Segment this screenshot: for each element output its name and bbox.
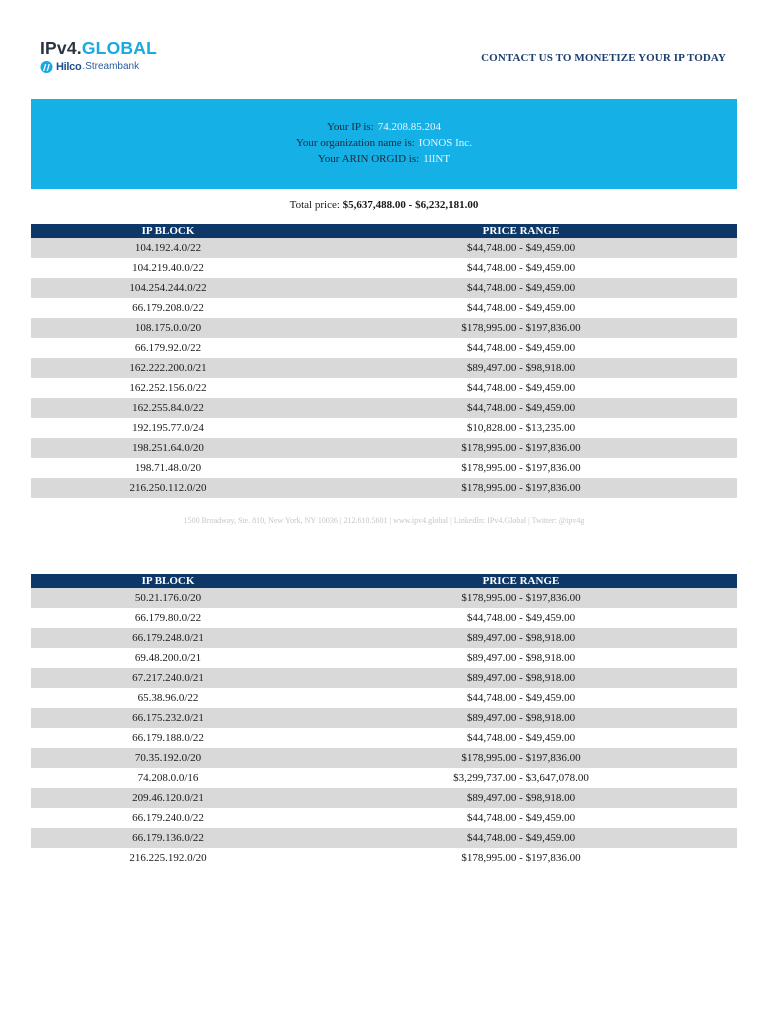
price-range-cell: $44,748.00 - $49,459.00 <box>305 608 737 628</box>
logo-hilco: Hilco <box>56 61 82 73</box>
table-row <box>31 588 737 608</box>
ip-block-cell: 162.252.156.0/22 <box>31 378 305 398</box>
ip-block-cell: 108.175.0.0/20 <box>31 318 305 338</box>
table-row <box>31 278 737 298</box>
ip-block-cell: 162.255.84.0/22 <box>31 398 305 418</box>
price-range-cell: $3,299,737.00 - $3,647,078.00 <box>305 768 737 788</box>
column-header-ip-block: IP BLOCK <box>31 574 305 588</box>
ip-block-cell: 69.48.200.0/21 <box>31 648 305 668</box>
hilco-mark-icon <box>40 61 53 73</box>
ip-block-cell: 66.179.240.0/22 <box>31 808 305 828</box>
table-row <box>31 418 737 438</box>
table-row <box>31 478 737 498</box>
price-range-cell: $178,995.00 - $197,836.00 <box>305 438 737 458</box>
table-row <box>31 668 737 688</box>
ip-line <box>31 119 737 135</box>
table-row <box>31 768 737 788</box>
ip-block-cell: 216.250.112.0/20 <box>31 478 305 498</box>
price-range-cell: $44,748.00 - $49,459.00 <box>305 338 737 358</box>
price-range-cell: $44,748.00 - $49,459.00 <box>305 258 737 278</box>
price-range-cell: $178,995.00 - $197,836.00 <box>305 748 737 768</box>
ip-label: Your IP is: <box>326 121 374 133</box>
price-range-cell: $44,748.00 - $49,459.00 <box>305 298 737 318</box>
ip-block-cell: 66.179.208.0/22 <box>31 298 305 318</box>
ip-block-cell: 216.225.192.0/20 <box>31 848 305 868</box>
price-range-cell: $89,497.00 - $98,918.00 <box>305 628 737 648</box>
ip-value: 74.208.85.204 <box>377 121 442 133</box>
table-row <box>31 238 737 258</box>
ip-block-cell: 104.192.4.0/22 <box>31 238 305 258</box>
price-range-cell: $178,995.00 - $197,836.00 <box>305 318 737 338</box>
table-row <box>31 648 737 668</box>
price-range-cell: $178,995.00 - $197,836.00 <box>305 588 737 608</box>
total-price-label: Total price: <box>289 199 340 211</box>
orgid-label: Your ARIN ORGID is: <box>317 153 420 165</box>
table-row <box>31 728 737 748</box>
logo-subbrand <box>40 60 157 74</box>
ip-block-cell: 66.179.136.0/22 <box>31 828 305 848</box>
page-header <box>0 0 768 99</box>
ip-block-cell: 74.208.0.0/16 <box>31 768 305 788</box>
logo-accent: GLOBAL <box>81 38 157 58</box>
orgid-value: 1lINT <box>423 153 451 165</box>
price-range-cell: $44,748.00 - $49,459.00 <box>305 808 737 828</box>
price-range-cell: $178,995.00 - $197,836.00 <box>305 848 737 868</box>
ip-block-cell: 162.222.200.0/21 <box>31 358 305 378</box>
table-row <box>31 788 737 808</box>
ip-block-cell: 67.217.240.0/21 <box>31 668 305 688</box>
org-line <box>31 135 737 151</box>
table-row <box>31 358 737 378</box>
logo-wordmark <box>40 40 157 57</box>
ip-block-cell: 104.254.244.0/22 <box>31 278 305 298</box>
ip-block-cell: 66.179.188.0/22 <box>31 728 305 748</box>
price-range-cell: $44,748.00 - $49,459.00 <box>305 378 737 398</box>
table-row <box>31 748 737 768</box>
ip-block-cell: 209.46.120.0/21 <box>31 788 305 808</box>
ip-block-cell: 70.35.192.0/20 <box>31 748 305 768</box>
table-row <box>31 848 737 868</box>
ip-block-cell: 66.179.248.0/21 <box>31 628 305 648</box>
table-row <box>31 318 737 338</box>
price-range-cell: $89,497.00 - $98,918.00 <box>305 708 737 728</box>
ip-block-cell: 198.71.48.0/20 <box>31 458 305 478</box>
table-row <box>31 808 737 828</box>
ip-block-cell: 50.21.176.0/20 <box>31 588 305 608</box>
price-range-cell: $44,748.00 - $49,459.00 <box>305 398 737 418</box>
table-row <box>31 688 737 708</box>
ip-block-cell: 66.179.80.0/22 <box>31 608 305 628</box>
table-row <box>31 398 737 418</box>
price-range-cell: $44,748.00 - $49,459.00 <box>305 828 737 848</box>
column-header-price-range: PRICE RANGE <box>305 574 737 588</box>
column-header-ip-block: IP BLOCK <box>31 224 305 238</box>
total-price <box>0 199 768 211</box>
price-range-cell: $44,748.00 - $49,459.00 <box>305 278 737 298</box>
price-range-cell: $44,748.00 - $49,459.00 <box>305 728 737 748</box>
logo-streambank: .Streambank <box>82 61 140 72</box>
price-range-cell: $89,497.00 - $98,918.00 <box>305 668 737 688</box>
price-range-cell: $178,995.00 - $197,836.00 <box>305 458 737 478</box>
contact-footer: 1500 Broadway, Ste. 810, New York, NY 10036 | 212.610.5601 | www.ipv4.global | LinkedIn: IPv4.Global | Twitter: @ipv4g <box>183 516 585 525</box>
table-row <box>31 828 737 848</box>
column-header-price-range: PRICE RANGE <box>305 224 737 238</box>
table-row <box>31 258 737 278</box>
ip-info-banner <box>31 99 737 189</box>
org-label: Your organization name is: <box>296 137 415 149</box>
ip-block-table-2 <box>31 574 737 868</box>
table-row <box>31 438 737 458</box>
price-range-cell: $89,497.00 - $98,918.00 <box>305 648 737 668</box>
table-header-row <box>31 224 737 238</box>
table-row <box>31 298 737 318</box>
ip-block-cell: 104.219.40.0/22 <box>31 258 305 278</box>
price-range-cell: $178,995.00 - $197,836.00 <box>305 478 737 498</box>
table-row <box>31 708 737 728</box>
total-price-value: $5,637,488.00 - $6,232,181.00 <box>342 199 479 211</box>
table-row <box>31 338 737 358</box>
price-range-cell: $44,748.00 - $49,459.00 <box>305 688 737 708</box>
table-row <box>31 458 737 478</box>
ip-block-cell: 65.38.96.0/22 <box>31 688 305 708</box>
ip-block-cell: 192.195.77.0/24 <box>31 418 305 438</box>
price-range-cell: $89,497.00 - $98,918.00 <box>305 788 737 808</box>
table-header-row <box>31 574 737 588</box>
ip-block-cell: 66.179.92.0/22 <box>31 338 305 358</box>
ip-block-table-1 <box>31 224 737 498</box>
ip-block-cell: 66.175.232.0/21 <box>31 708 305 728</box>
table-row <box>31 378 737 398</box>
table-row <box>31 628 737 648</box>
price-range-cell: $10,828.00 - $13,235.00 <box>305 418 737 438</box>
table-row <box>31 608 737 628</box>
contact-cta-link[interactable]: CONTACT US TO MONETIZE YOUR IP TODAY <box>481 52 726 64</box>
price-range-cell: $89,497.00 - $98,918.00 <box>305 358 737 378</box>
ipv4-global-logo[interactable] <box>40 40 157 74</box>
orgid-line <box>31 151 737 167</box>
logo-prefix: IPv4. <box>40 38 82 58</box>
org-value: IONOS Inc. <box>418 137 472 149</box>
price-range-cell: $44,748.00 - $49,459.00 <box>305 238 737 258</box>
ip-block-cell: 198.251.64.0/20 <box>31 438 305 458</box>
